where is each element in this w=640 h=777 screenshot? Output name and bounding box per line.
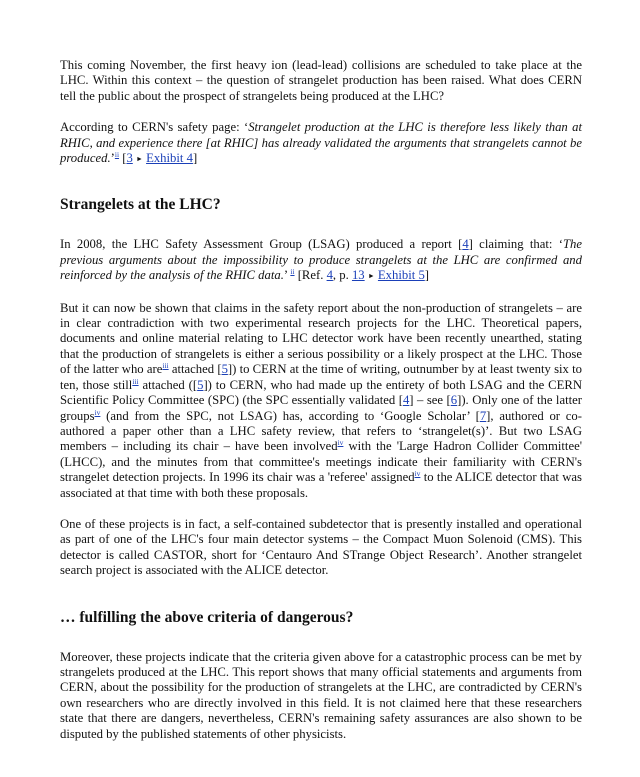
text-span: [Ref. (294, 268, 327, 283)
text-span: attached [ (168, 362, 222, 377)
reference-link[interactable]: 7 (479, 408, 487, 423)
text-span: [ (119, 151, 127, 166)
text-span: ’ (110, 151, 115, 166)
footnote-link[interactable]: iv (94, 407, 101, 417)
reference-link[interactable]: 5 (197, 377, 204, 392)
right-triangle-arrow-icon: ► (135, 155, 143, 164)
text-span: ] claiming that: ‘ (468, 237, 563, 252)
reference-link[interactable]: 4 (326, 268, 333, 283)
page-link[interactable]: 13 (351, 268, 365, 283)
text-span: with the 'Large Hadron Collider Committee' (LHCC), and the minutes from that committee's meetings indicate their familiarity with CERN's strangelet detection projects. In 1996 its chair was a 'referee' assigned (60, 439, 582, 485)
contradiction-paragraph (60, 301, 582, 501)
text-span: ]). Only one of the latter groups (60, 393, 582, 423)
footnote-link[interactable]: ii (114, 150, 120, 160)
footnote-link[interactable]: iv (337, 438, 344, 448)
exhibit-link[interactable]: Exhibit 5 (377, 268, 425, 283)
text-span: But it can now be shown that claims in the safety report about the non-production of strangelets – are in clear contradiction with two experimental research projects for the LHC. Theoretical papers, documents and online material relating to LHC detector work have been recently unearthed, stating that the production of strangelets is either a serious possibility or a likely prospect at the LHC. Those of the latter who are (60, 300, 582, 377)
section-heading: … fulfilling the above criteria of dangerous? (60, 608, 354, 626)
intro-paragraph: This coming November, the first heavy ion (lead-lead) collisions are scheduled to take place at the LHC. Within this context – the question of strangelet production has been raised. What does CERN tell the public about the prospect of strangelets being produced at the LHC? (60, 58, 582, 103)
text-span: ], authored or co-authored a paper other than a LHC safety review, that refers to ‘strangelet(s)’. But two LSAG members – including its chair – have been involved (60, 408, 582, 454)
text-span: to the ALICE detector that was associated at that time with both these proposals. (60, 470, 582, 500)
text-span: ] (192, 151, 198, 166)
text-span: In 2008, the LHC Safety Assessment Group (LSAG) produced a report [ (60, 237, 463, 252)
document-page (60, 58, 582, 742)
reference-link[interactable]: 5 (221, 362, 228, 377)
reference-link[interactable]: 4 (462, 237, 469, 252)
castor-paragraph: One of these projects is in fact, a self-contained subdetector that is presently installed and operational as part of one of the LHC's four main detector systems – the Compact Muon Solenoid (CMS). This detector is called CASTOR, short for ‘Centauro And STrange Object Research’. Another strangelet search project is associated with the ALICE detector. (60, 516, 582, 578)
cern-safety-paragraph (60, 120, 582, 167)
reference-link[interactable]: 6 (450, 393, 458, 408)
exhibit-link[interactable]: Exhibit 4 (146, 151, 193, 166)
text-span: ’ (283, 268, 291, 283)
text-span: ]) to CERN, who had made up the entirety of both LSAG and the CERN Scientific Policy Committee (SPC) (the SPC essentially validated [ (60, 377, 582, 408)
text-span: (and from the SPC, not LSAG) has, according to ‘Google Scholar’ [ (100, 408, 480, 423)
lsag-paragraph (60, 237, 582, 284)
reference-link[interactable]: 4 (402, 393, 410, 408)
text-span: ] (424, 268, 430, 283)
footnote-link[interactable]: iii (132, 376, 139, 386)
footnote-link[interactable]: iii (162, 361, 169, 371)
text-span: ] – see [ (409, 393, 451, 408)
section-heading: Strangelets at the LHC? (60, 196, 221, 214)
text-span: attached ([ (138, 377, 198, 392)
reference-link[interactable]: 3 (126, 151, 133, 166)
criteria-paragraph: Moreover, these projects indicate that the criteria given above for a catastrophic process can be met by strangelets produced at the LHC. This report shows that many official statements and arguments from CERN, about the possibility for the production of strangelets at the LHC, are contradicted by CERN's own researchers who are directly involved in this field. It is not claimed here that these researchers state that there are dangers, nevertheless, CERN's remaining safety assurances are also shown to be disputed by the published statements of other physicists. (60, 649, 582, 741)
right-triangle-arrow-icon: ► (367, 272, 375, 281)
text-span: , p. (332, 268, 352, 283)
footnote-link[interactable]: ii (290, 267, 295, 277)
quote-text: Strangelet production at the LHC is therefore less likely than at RHIC, and experience there [at RHIC] has already validated the arguments that strangelets cannot be produced. (60, 120, 582, 166)
text-span: ]) to CERN at the time of writing, outnumber by at least twenty six to ten, those still (60, 362, 582, 392)
quote-text: The previous arguments about the impossibility to produce strangelets at the LHC are confirmed and reinforced by the analysis of the RHIC data. (60, 237, 582, 283)
footnote-link[interactable]: iv (414, 469, 421, 479)
text-span: According to CERN's safety page: ‘ (60, 120, 249, 135)
